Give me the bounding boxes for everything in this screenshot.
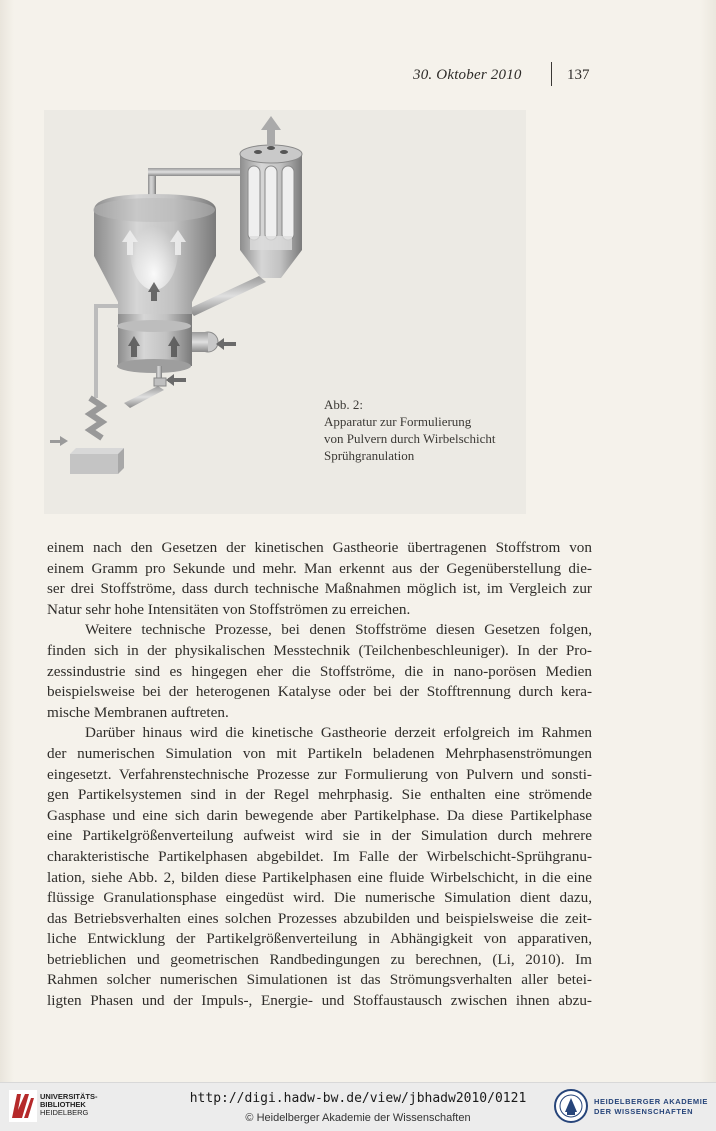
caption-line: von Pulvern durch Wirbelschicht	[324, 431, 496, 446]
exhaust-up-arrow	[261, 116, 281, 146]
text-line: Gasphase und eine sich darin bewegende aber Partikelphase. Da diese Partikelphase	[47, 806, 592, 824]
feed-tank	[70, 448, 124, 474]
text-line: betrieblichen und geometrischen Randbedingungen zu berechnen, (Li, 2010). Im	[47, 950, 592, 968]
text-line: ligten Phasen und der Impuls-, Energie- und Stoffaustausch zwischen ihnen abzu-	[47, 992, 592, 1010]
text-line: Rahmen solcher numerischen Simulationen ist das Strömungsverhalten aller betei-	[47, 971, 592, 989]
library-name-line: BIBLIOTHEK	[40, 1100, 86, 1109]
body-text	[47, 538, 592, 1012]
text-line: finden sich in der physikalischen Messtechnik (Teilchenbeschleuniger). In der Pro-	[47, 641, 592, 659]
text-line: lation, siehe Abb. 2, bilden diese Partikelphasen eine fluide Wirbelschicht, in die eine	[47, 868, 592, 886]
gas-inlet-arrow	[216, 338, 236, 350]
academy-name	[594, 1097, 708, 1117]
dosing-pump	[90, 398, 102, 438]
academy-name-line: HEIDELBERGER AKADEMIE	[594, 1097, 708, 1106]
library-city: HEIDELBERG	[40, 1108, 89, 1117]
academy-name-line: DER WISSENSCHAFTEN	[594, 1107, 694, 1116]
text-line: charakteristische Partikelphasen abgebildet. Im Falle der Wirbelschicht-Sprühgranu-	[47, 847, 592, 865]
text-line: zessindustrie sind es hingegen eher die Stoffströme, die in nano-porösen Medien	[47, 662, 592, 680]
text-line: ser drei Stoffströme, dass durch technische Maßnahmen möglich ist, im Vergleich zur	[47, 580, 592, 598]
text-line: gen Partikelsystemen sind in der Regel mehrphasig. Sie enthalten eine strömende	[47, 786, 592, 804]
caption-line: Sprühgranulation	[324, 448, 415, 463]
text-line: mische Membranen auftreten.	[47, 703, 229, 721]
header-divider	[551, 62, 552, 86]
caption-line: Abb. 2:	[324, 397, 363, 412]
running-header-date: 30. Oktober 2010	[413, 67, 522, 83]
text-line: eine Partikelgrößenverteilung aufweist wird sie in der Simulation durch mehrere	[47, 827, 592, 845]
granulator-vessel	[93, 194, 218, 373]
text-line: eingesetzt. Verfahrenstechnische Prozesse zur Formulierung von Pulvern und sonsti-	[47, 765, 592, 783]
text-line: flüssige Granulationsphase eingedüst wird. Die numerische Simulation dient dazu,	[47, 889, 592, 907]
feed-inlet-arrow	[50, 436, 68, 446]
text-line: Weitere technische Prozesse, bei denen Stoffströme diesen Gesetzen folgen,	[85, 621, 592, 639]
text-line: der numerischen Simulation von mit Partikeln beladenen Mehrphasenströmungen	[47, 744, 592, 762]
text-line: Darüber hinaus wird die kinetische Gastheorie derzeit erfolgreich im Rahmen	[85, 724, 592, 742]
text-line: liche Entwicklung der Partikelgrößenverteilung in Abhängigkeit von apparativen,	[47, 930, 592, 948]
text-line: das Betriebsverhalten eines solchen Prozesses abzubilden und beispielsweise die zeit-	[47, 909, 592, 927]
text-line: beispielsweise bei der heterogenen Katalyse oder bei der Stofftrennung durch kera-	[47, 683, 592, 701]
library-name-line: UNIVERSITÄTS-	[40, 1092, 98, 1101]
academy-seal-icon	[553, 1088, 589, 1124]
text-line: einem nach den Gesetzen der kinetischen Gastheorie übertragenen Stoffstrom von	[47, 539, 592, 556]
page-number: 137	[567, 67, 590, 83]
permalink-url[interactable]: http://digi.hadw-bw.de/view/jbhadw2010/0121	[189, 1091, 527, 1106]
cyclone-separator	[240, 145, 302, 278]
text-line: Natur sehr hohe Intensitäten von Stoffströmen zu erreichen.	[47, 600, 411, 618]
figure-caption	[324, 396, 495, 464]
caption-line: Apparatur zur Formulierung	[324, 414, 472, 429]
text-line: einem Gramm pro Sekunde und mehr. Man erkennt aus der Gegenüberstellung die-	[47, 559, 592, 577]
copyright-notice: © Heidelberger Akademie der Wissenschaften	[245, 1112, 471, 1124]
